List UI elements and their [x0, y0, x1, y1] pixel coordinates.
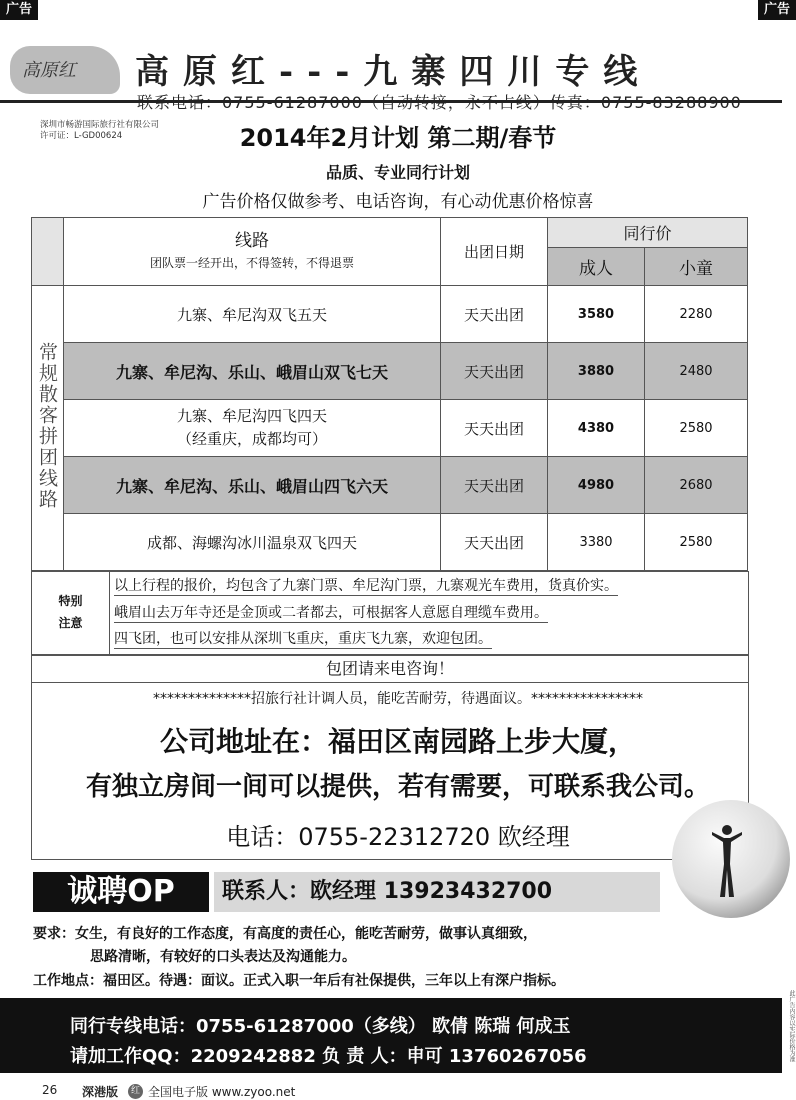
page-site: 全国电子版 www.zyoo.net — [148, 1085, 296, 1099]
room-offer: 有独立房间一间可以提供，若有需要，可联系我公司。 — [85, 772, 710, 802]
table-cell-adult: 3380 — [548, 514, 645, 571]
logo-text: 高原红 — [22, 60, 76, 81]
op-contact: 联系人：欧经理 13923432700 — [214, 872, 660, 912]
table-cell-route: 九寨、牟尼沟、乐山、峨眉山四飞六天 — [64, 457, 441, 514]
op-recruit-title: 诚聘OP — [33, 872, 209, 912]
table-cell-child: 2680 — [645, 457, 748, 514]
route-line2: （经重庆，成都均可） — [176, 430, 327, 448]
page-title: 2014年2月计划 第二期/春节 — [239, 124, 557, 152]
table-cell-date: 天天出团 — [441, 286, 548, 343]
page-subtitle: 品质、专业同行计划 — [325, 163, 470, 182]
route-header — [64, 218, 441, 286]
person-silhouette-icon — [712, 822, 742, 902]
table-cell-adult: 3880 — [548, 343, 645, 400]
table-cell-date: 天天出团 — [441, 400, 548, 457]
child-header: 小童 — [645, 248, 748, 286]
notes-label-2: 注意 — [58, 616, 83, 630]
special-notes — [31, 571, 749, 655]
page-edition: 深港版 — [82, 1085, 119, 1099]
notes-label — [32, 572, 110, 654]
category-label: 常规散客拼团线路 — [36, 342, 58, 510]
table-cell-route — [64, 400, 441, 457]
table-cell-child: 2580 — [645, 400, 748, 457]
office-address: 公司地址在：福田区南园路上步大厦， — [159, 725, 636, 758]
table-cell-route: 九寨、牟尼沟双飞五天 — [64, 286, 441, 343]
note-line: 峨眉山去万年寺还是金顶或二者都去，可根据客人意愿自理缆车费用。 — [114, 602, 548, 623]
route-line1: 九寨、牟尼沟四飞四天 — [176, 407, 327, 425]
route-category — [32, 286, 64, 571]
table-cell-date: 天天出团 — [441, 457, 548, 514]
note-line: 四飞团，也可以安排从深圳飞重庆，重庆飞九寨，欢迎包团。 — [114, 628, 492, 649]
header-contact: 联系电话：0755-61287000（自动转接，永不占线）传真：0755-83288900 — [137, 93, 742, 112]
date-header: 出团日期 — [441, 218, 548, 286]
red-badge-icon: 红 — [128, 1084, 143, 1099]
table-cell-child: 2580 — [645, 514, 748, 571]
recruit-phone: 电话：0755-22312720 欧经理 — [226, 823, 570, 851]
table-cell-adult: 3580 — [548, 286, 645, 343]
recruit-line: **************招旅行社计调人员，能吃苦耐劳，待遇面议。**************** — [153, 691, 643, 707]
table-cell-route: 成都、海螺沟冰川温泉双飞四天 — [64, 514, 441, 571]
table-cell-date: 天天出团 — [441, 514, 548, 571]
price-header: 同行价 — [548, 218, 748, 248]
footer-line-1: 同行专线电话：0755-61287000（多线） 欧倩 陈瑞 何成玉 — [70, 1016, 571, 1037]
ad-tag-left: 广告 — [0, 0, 38, 20]
header-title: 高原红---九寨四川专线 — [135, 52, 652, 92]
company-name: 深圳市畅游国际旅行社有限公司 — [40, 120, 160, 130]
table-cell-child: 2480 — [645, 343, 748, 400]
page-number: 26 — [42, 1083, 58, 1097]
route-header-label: 线路 — [235, 230, 269, 251]
header-banner — [0, 20, 782, 112]
table-cell-adult: 4980 — [548, 457, 645, 514]
op-requirement-1: 要求：女生，有良好的工作态度，有高度的责任心，能吃苦耐劳，做事认真细致， — [33, 926, 537, 942]
op-requirement-2: 思路清晰，有较好的口头表达及沟通能力。 — [90, 949, 356, 965]
price-note: 广告价格仅做参考、电话咨询，有心动优惠价格惊喜 — [202, 192, 594, 212]
footer-contact — [0, 998, 782, 1073]
table-corner — [32, 218, 64, 286]
side-disclaimer: 此广告内容以实际价格为准 — [788, 990, 795, 1062]
adult-header: 成人 — [548, 248, 645, 286]
route-header-note: 团队票一经开出，不得签转，不得退票 — [149, 255, 354, 270]
footer-line-2: 请加工作QQ：2209242882 负 责 人：申可 13760267056 — [70, 1046, 587, 1067]
person-photo — [672, 800, 790, 918]
route-table — [31, 217, 748, 571]
note-line: 以上行程的报价，均包含了九寨门票、牟尼沟门票，九寨观光车费用，货真价实。 — [114, 575, 618, 596]
gaoyuanhong-logo — [10, 46, 120, 94]
op-location: 工作地点：福田区。待遇：面议。正式入职一年后有社保提供，三年以上有深户指标。 — [33, 973, 565, 989]
charter-notice: 包团请来电咨询！ — [31, 655, 749, 683]
table-cell-adult: 4380 — [548, 400, 645, 457]
company-license: 许可证：L-GD00624 — [40, 131, 123, 141]
notes-label-1: 特别 — [58, 594, 83, 608]
ad-tag-right: 广告 — [758, 0, 796, 20]
table-cell-route: 九寨、牟尼沟、乐山、峨眉山双飞七天 — [64, 343, 441, 400]
table-cell-child: 2280 — [645, 286, 748, 343]
table-cell-date: 天天出团 — [441, 343, 548, 400]
